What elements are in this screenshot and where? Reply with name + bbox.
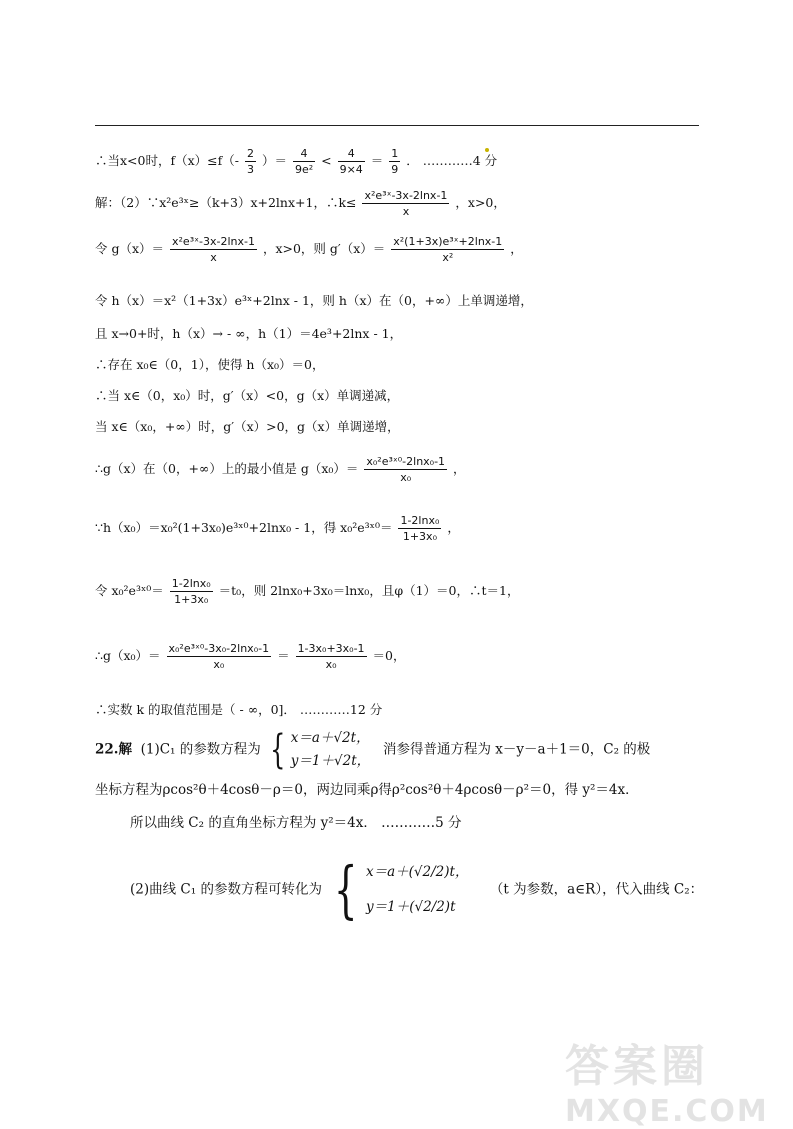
equation-system: x＝a＋(√2/2)t， y＝1＋(√2/2)t <box>366 864 469 916</box>
text-line-15: 坐标方程为ρcos²θ＋4cosθ－ρ＝0，两边同乘ρ得ρ²cos²θ＋4ρcosθ－ρ²＝0，得 y²＝4x． <box>95 782 639 798</box>
text-line-5: 且 x→0+时，h（x）→ - ∞，h（1）＝4e³+2lnx - 1， <box>95 326 403 341</box>
fraction: $\frac{4}{9\times 4}$ <box>339 147 363 176</box>
problem-number: 22.解 <box>95 741 132 758</box>
fraction: $\frac{\text{x²e³ˣ-3x-2lnx-1}}{x}$ <box>172 235 255 264</box>
text-line-16: 所以曲线 C₂ 的直角坐标方程为 y²＝4x． …………5 分 <box>130 815 462 831</box>
text-line-9: ∴g（x）在（0，+∞）上的最小值是 g（x₀）＝ $\frac{\text{x₀²e³ˣ⁰-2lnx₀-1}}{\text{x₀}}$ ， <box>95 455 466 484</box>
fraction: $\frac{\text{1-3x₀+3x₀-1}}{\text{x₀}}$ <box>297 642 365 671</box>
watermark-logo <box>565 1030 775 1129</box>
text-line-10: ∵h（x₀）＝x₀²(1+3x₀)e³ˣ⁰+2lnx₀ - 1，得 x₀²e³ˣ⁰＝ $\frac{\text{1-2lnx₀}}{\text{1+3x₀}}$ ， <box>95 514 460 543</box>
text-line-11: 令 x₀²e³ˣ⁰＝ $\frac{\text{1-2lnx₀}}{\text{1+3x₀}}$ ＝t₀，则 2lnx₀+3x₀＝lnx₀，且φ（1）＝0，∴t＝1， <box>95 577 520 606</box>
fraction: $\frac{\text{1-2lnx₀}}{\text{1+3x₀}}$ <box>400 514 440 543</box>
marker-dot <box>485 148 489 152</box>
text-line-6: ∴存在 x₀∈（0，1），使得 h（x₀）＝0， <box>95 357 325 372</box>
fraction: $\frac{\text{x²(1+3x)e³ˣ+2lnx-1}}{\text{x²}}$ <box>393 235 503 264</box>
text-line-7: ∴当 x∈（0，x₀）时，g′（x）<0，g（x）单调递减， <box>95 388 400 403</box>
fraction: $\frac{4}{\text{9e²}}$ <box>294 147 314 176</box>
fraction: $\frac{2}{3}$ <box>246 147 254 176</box>
fraction: $\frac{\text{x₀²e³ˣ⁰-2lnx₀-1}}{\text{x₀}}$ <box>366 455 446 484</box>
watermark-bottom: MXQE.COM <box>565 1094 769 1129</box>
equation-system: x＝a＋√2t， y＝1＋√2t， <box>290 730 371 769</box>
fraction: $\frac{\text{x₀²e³ˣ⁰-3x₀-2lnx₀-1}}{\text{x₀}}$ <box>168 642 270 671</box>
text-line-17: (2)曲线 C₁ 的参数方程可转化为 { x＝a＋(√2/2)t， y＝1＋(√2/2)t （t 为参数，a∈R），代入曲线 C₂： <box>130 853 704 927</box>
fraction: $\frac{\text{x²e³ˣ-3x-2lnx-1}}{x}$ <box>364 189 448 218</box>
watermark-top: 答案圈 <box>565 1041 709 1092</box>
fraction: $\frac{1}{9}$ <box>391 147 399 176</box>
header-rule <box>95 125 699 126</box>
text-line-3: 令 g（x）＝ $\frac{\text{x²e³ˣ-3x-2lnx-1}}{x}$ ，x>0，则 g′（x）＝ $\frac{\text{x²(1+3x)e³ˣ+2lnx-1}}{\text{x²}}$ ， <box>95 235 523 264</box>
fraction: $\frac{\text{1-2lnx₀}}{\text{1+3x₀}}$ <box>171 577 211 606</box>
text-line-4: 令 h（x）＝x²（1+3x）e³ˣ+2lnx - 1，则 h（x）在（0，+∞）上单调递增， <box>95 293 533 308</box>
text-line-8: 当 x∈（x₀，+∞）时，g′（x）>0，g（x）单调递增， <box>95 419 400 434</box>
text-line-13: ∴实数 k 的取值范围是（ - ∞，0]． …………12 分 <box>95 702 383 717</box>
text-line-14: 22.解 (1)C₁ 的参数方程为 { x＝a＋√2t， y＝1＋√2t， 消参得普通方程为 x－y－a＋1＝0，C₂ 的极 <box>95 726 651 773</box>
text-line-12: ∴g（x₀）＝ $\frac{\text{x₀²e³ˣ⁰-3x₀-2lnx₀-1}}{\text{x₀}}$ ＝ $\frac{\text{1-3x₀+3x₀-1}}{\text{x₀}}$ ＝0， <box>95 642 406 671</box>
text-line-1: ∴当x<0时，f（x）≤f（- $\frac{2}{3}$ ）＝ $\frac{4}{\text{9e²}}$ < $\frac{4}{9\times 4}$ ＝ $\frac{1}{9}$ ． …………4 分 <box>95 147 498 176</box>
text-line-2: 解：（2）∵x²e³ˣ≥（k+3）x+2lnx+1，∴k≤ $\frac{\text{x²e³ˣ-3x-2lnx-1}}{x}$ ，x>0， <box>95 189 506 218</box>
